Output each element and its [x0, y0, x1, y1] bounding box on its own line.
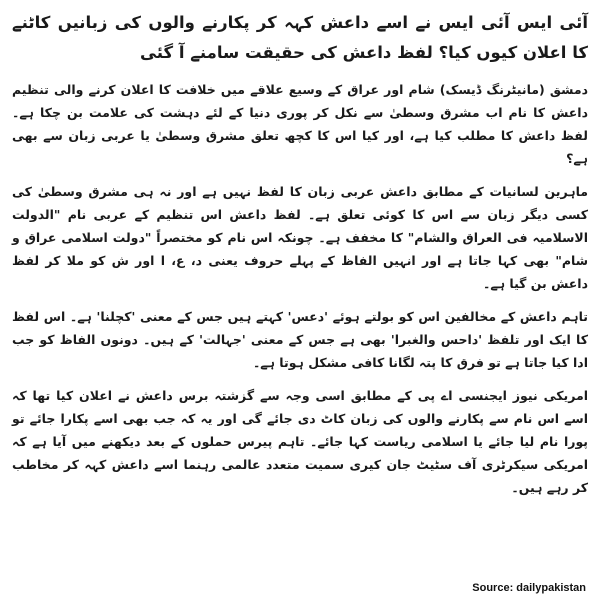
source-credit: Source: dailypakistan [472, 582, 586, 594]
article-paragraph: امریکی نیوز ایجنسی اے پی کے مطابق اسی وجہ سے گزشتہ برس داعش نے اعلان کیا تھا کہ اسے اس نام سے پکارنے والوں کی زبان کاٹ دی جائے گی اور یہ کہ جب بھی اسے پکارا جائے تو پورا نام لیا جائے یا اسلامی ریاست کہا جائے۔ تاہم پیرس حملوں کے بعد دیکھنے میں آیا ہے کہ امریکی سیکرٹری آف سٹیٹ جان کیری سمیت متعدد عالمی رہنما اسے داعش کہہ کر مخاطب کر رہے ہیں۔ [12, 388, 588, 495]
article-headline: آئی ایس آئی ایس نے اسے داعش کہہ کر پکارنے والوں کی زبانیں کاٹنے کا اعلان کیوں کیا؟ لفظ داعش کی حقیقت سامنے آ گئی [12, 13, 588, 62]
article-paragraph: دمشق (مانیٹرنگ ڈیسک) شام اور عراق کے وسیع علاقے میں خلافت کا اعلان کرنے والی تنظیم داعش کا نام اب مشرق وسطیٰ سے نکل کر پوری دنیا کے لئے دہشت کی علامت بن چکا ہے۔ لفظ داعش کا مطلب کیا ہے، اور کیا اس کا کچھ تعلق مشرق وسطیٰ یا عربی زبان سے بھی ہے؟ [12, 82, 588, 166]
article-paragraph: تاہم داعش کے مخالفین اس کو بولتے ہوئے 'دعس' کہتے ہیں جس کے معنی 'کچلنا' ہے۔ اس لفظ کا ایک اور تلفظ 'داحس والغبرا' بھی ہے جس کے معنی 'جہالت' کے ہیں۔ دونوں الفاظ کو جب ادا کیا جاتا ہے تو فرق کا پتہ لگانا کافی مشکل ہوتا ہے۔ [12, 309, 588, 370]
article-paragraph: ماہرین لسانیات کے مطابق داعش عربی زبان کا لفظ نہیں ہے اور نہ ہی مشرق وسطیٰ کی کسی دیگر زبان سے اس کا کوئی تعلق ہے۔ لفظ داعش اس تنظیم کے عربی نام "الدولت الاسلامیہ فی العراق والشام" کا مخفف ہے۔ چونکہ اس نام کو مختصراً "دولت اسلامی عراق و شام" بھی کہا جاتا ہے اور انہیں الفاظ کے پہلے حروف یعنی د، ع، ا اور ش کو ملا کر لفظ داعش بن گیا ہے۔ [12, 184, 588, 291]
